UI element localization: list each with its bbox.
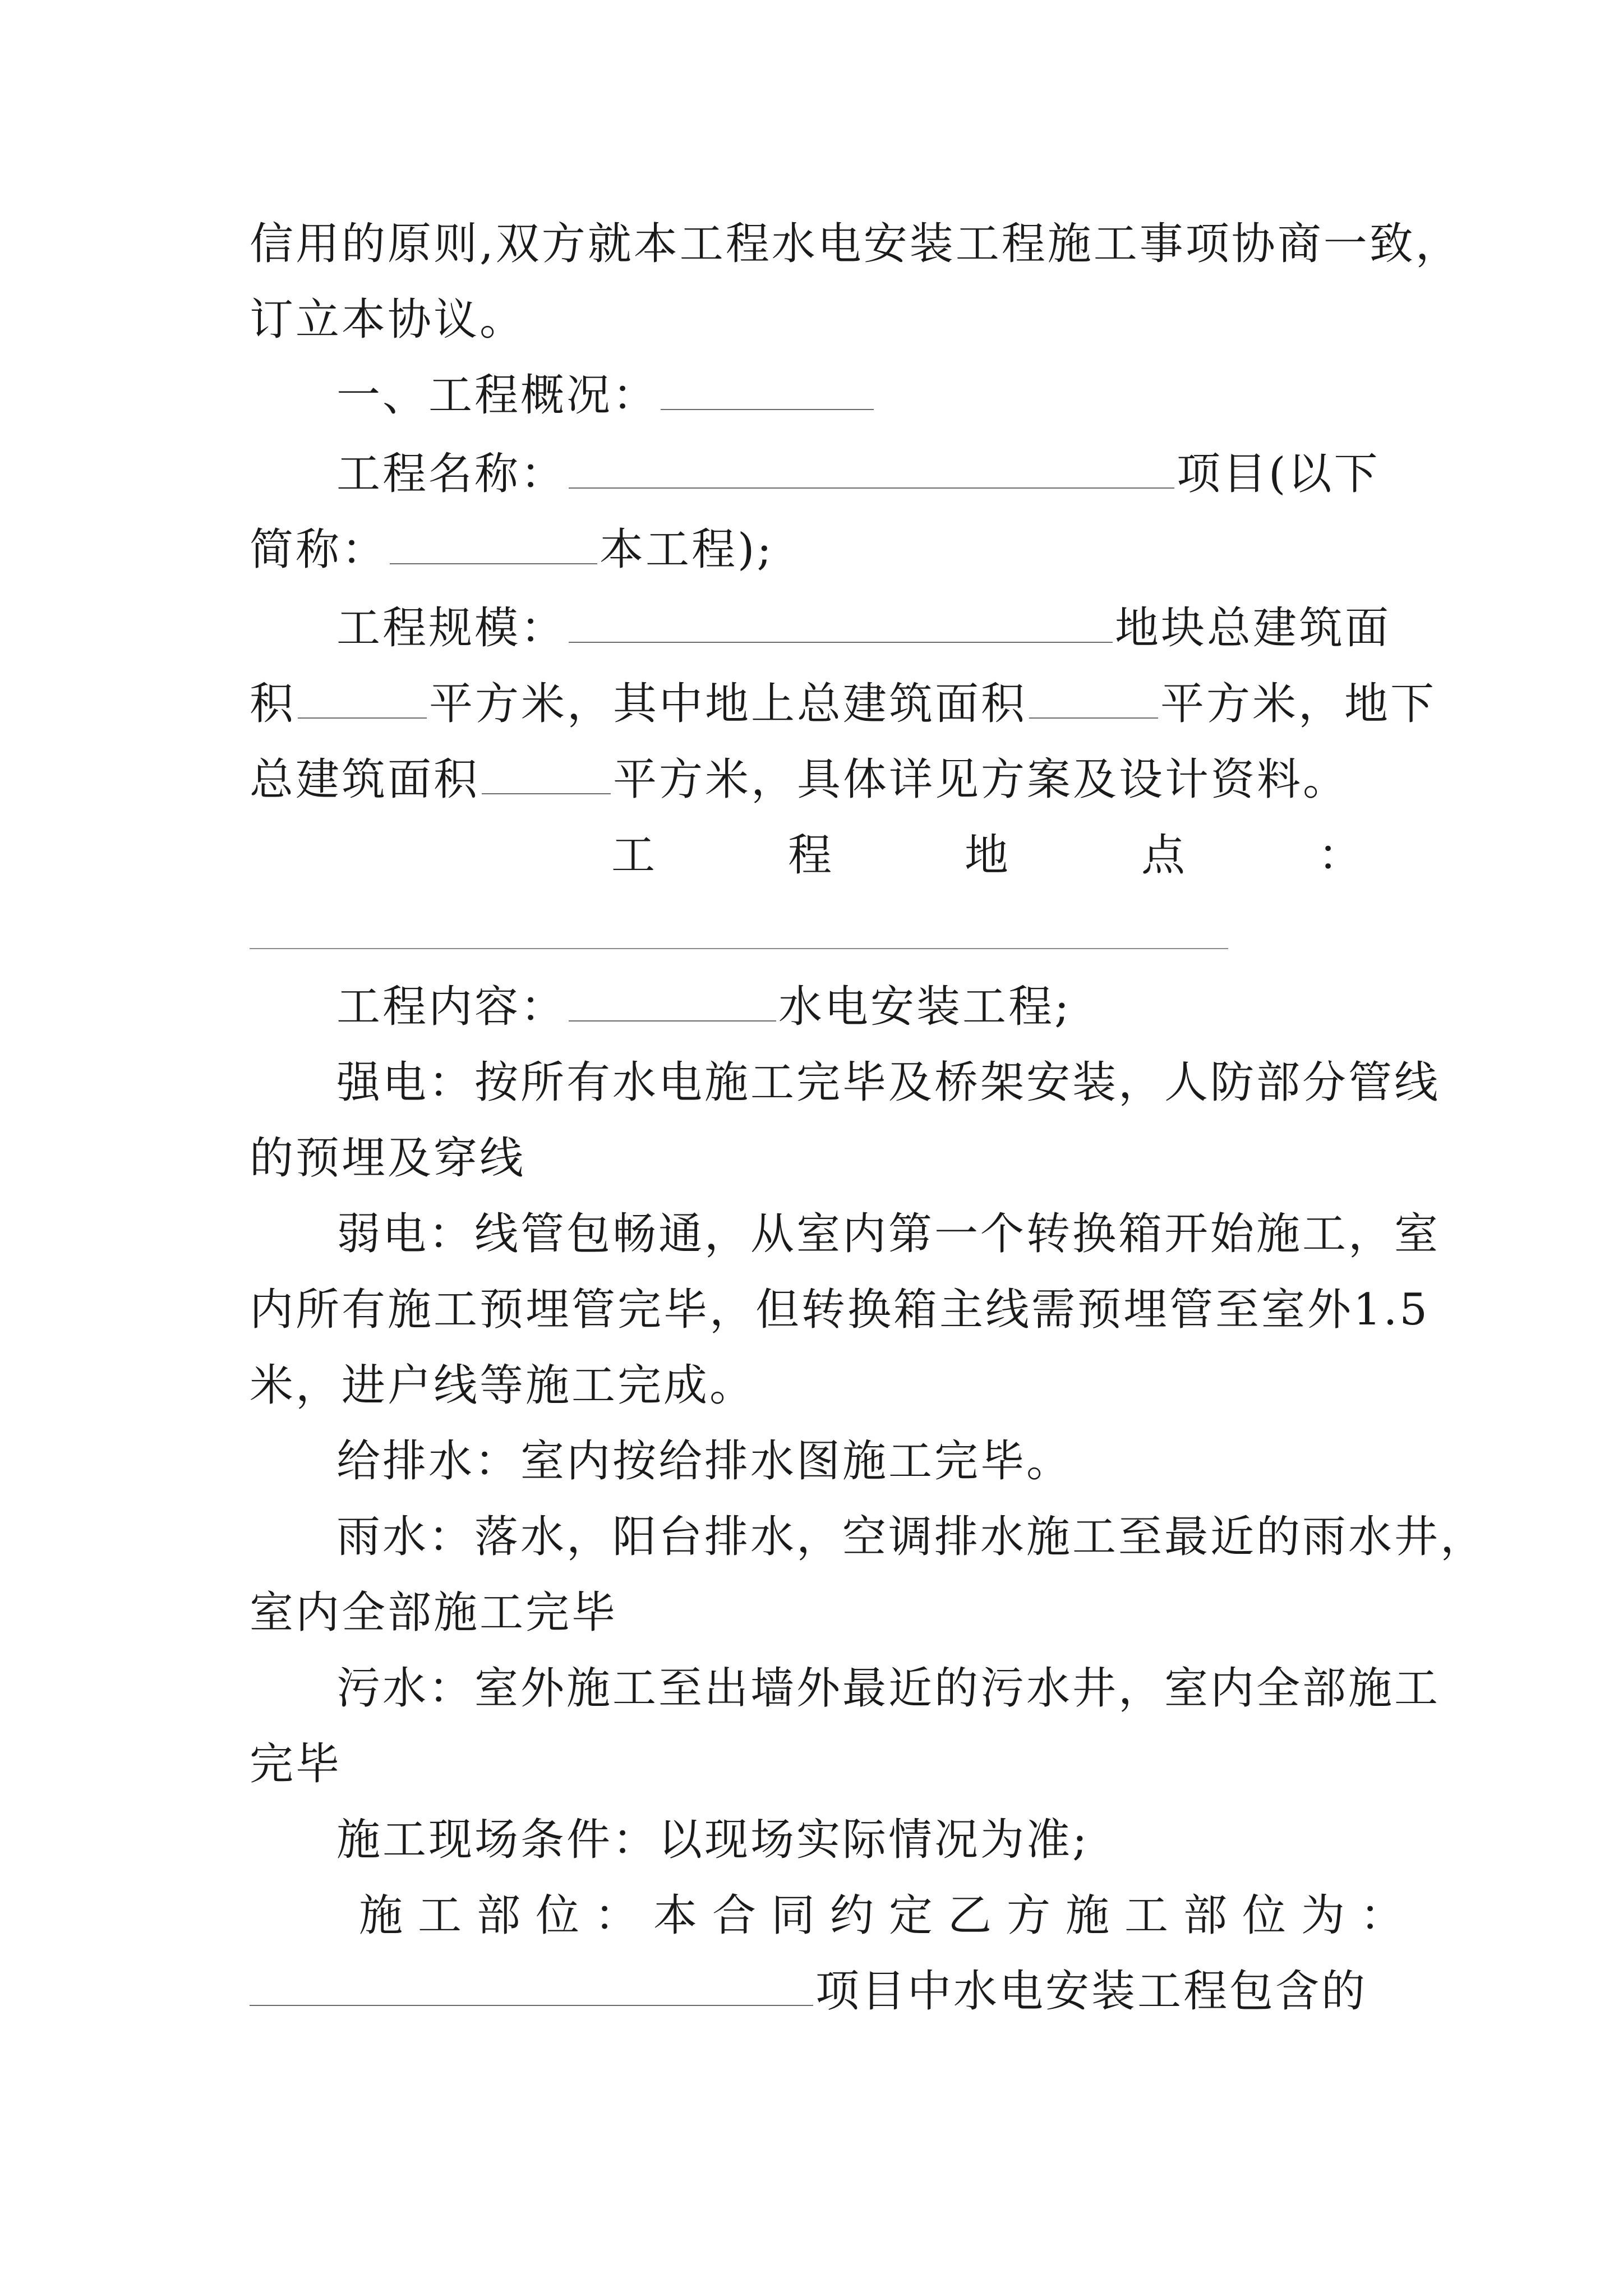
project-name-label: 工程名称： xyxy=(336,449,567,499)
body-text-line: 施工部位：本合同约定乙方施工部位为： xyxy=(359,1890,1419,1941)
body-text-line: 完毕 xyxy=(250,1739,342,1789)
area-text: 平方米，其中地上总建筑面积 xyxy=(429,679,1027,729)
scale-label: 工程规模： xyxy=(336,603,567,654)
body-text-line: 信用的原则,双方就本工程水电安装工程施工事项协商一致， xyxy=(250,219,1461,269)
body-text-line: 污水：室外施工至出墙外最近的污水井，室内全部施工 xyxy=(336,1663,1441,1714)
body-text-line: 强电：按所有水电施工完毕及桥架安装，人防部分管线 xyxy=(336,1057,1441,1108)
body-text-line: 室内全部施工完毕 xyxy=(250,1588,618,1638)
site-location-blank xyxy=(250,948,1228,949)
area-text: 总建筑面积 xyxy=(250,754,480,805)
scope-suffix: 项目中水电安装工程包含的 xyxy=(815,1966,1368,2017)
site-label-char: 工 xyxy=(611,830,656,881)
section-heading xyxy=(336,367,876,424)
abbreviation-suffix: 本工程); xyxy=(600,524,774,575)
project-name-line xyxy=(336,446,1380,502)
scale-suffix: 地块总建筑面 xyxy=(1115,603,1391,654)
underground-area-blank xyxy=(482,754,611,794)
site-label-char: 地 xyxy=(965,830,1009,881)
body-text-line: 的预埋及穿线 xyxy=(250,1133,526,1184)
body-text-line: 弱电：线管包畅通，从室内第一个转换箱开始施工，室 xyxy=(336,1209,1441,1259)
area-text: 积 xyxy=(250,679,296,729)
body-text-line: 给排水：室内按给排水图施工完毕。 xyxy=(336,1436,1073,1487)
body-text-line: 内所有施工预埋管完毕，但转换箱主线需预埋管至室外1.5 xyxy=(250,1285,1430,1335)
site-label-char: 程 xyxy=(788,830,832,881)
content-line xyxy=(336,979,1071,1035)
scope-blank xyxy=(250,1966,813,2006)
site-label-char: 点 xyxy=(1141,830,1186,881)
scale-blank xyxy=(569,602,1113,643)
area-line xyxy=(250,752,1349,808)
body-text-line: 米，进户线等施工完成。 xyxy=(250,1360,756,1411)
body-text-line: 雨水：落水，阳台排水，空调排水施工至最近的雨水井， xyxy=(336,1512,1487,1562)
abbreviation-blank xyxy=(390,524,597,564)
scope-line xyxy=(250,1963,1367,2019)
content-label: 工程内容： xyxy=(336,982,567,1032)
total-area-blank xyxy=(298,678,427,719)
abbreviation-line xyxy=(250,522,774,578)
area-line xyxy=(250,676,1436,732)
fill-blank xyxy=(661,370,874,410)
body-text-line: 订立本协议。 xyxy=(250,295,526,345)
site-label-char: ： xyxy=(1318,830,1362,881)
scale-line xyxy=(336,600,1391,656)
abbreviation-label: 简称： xyxy=(250,524,388,575)
project-name-blank xyxy=(569,448,1174,489)
body-text-line: 施工现场条件：以现场实际情况为准; xyxy=(336,1815,1090,1865)
section1-heading: 一、工程概况： xyxy=(336,370,659,421)
content-suffix: 水电安装工程; xyxy=(778,982,1072,1032)
area-text: 平方米，地下 xyxy=(1160,679,1437,729)
area-text: 平方米，具体详见方案及设计资料。 xyxy=(613,754,1349,805)
project-name-suffix: 项目(以下 xyxy=(1177,449,1380,499)
above-ground-area-blank xyxy=(1029,678,1158,719)
content-blank xyxy=(569,981,776,1022)
